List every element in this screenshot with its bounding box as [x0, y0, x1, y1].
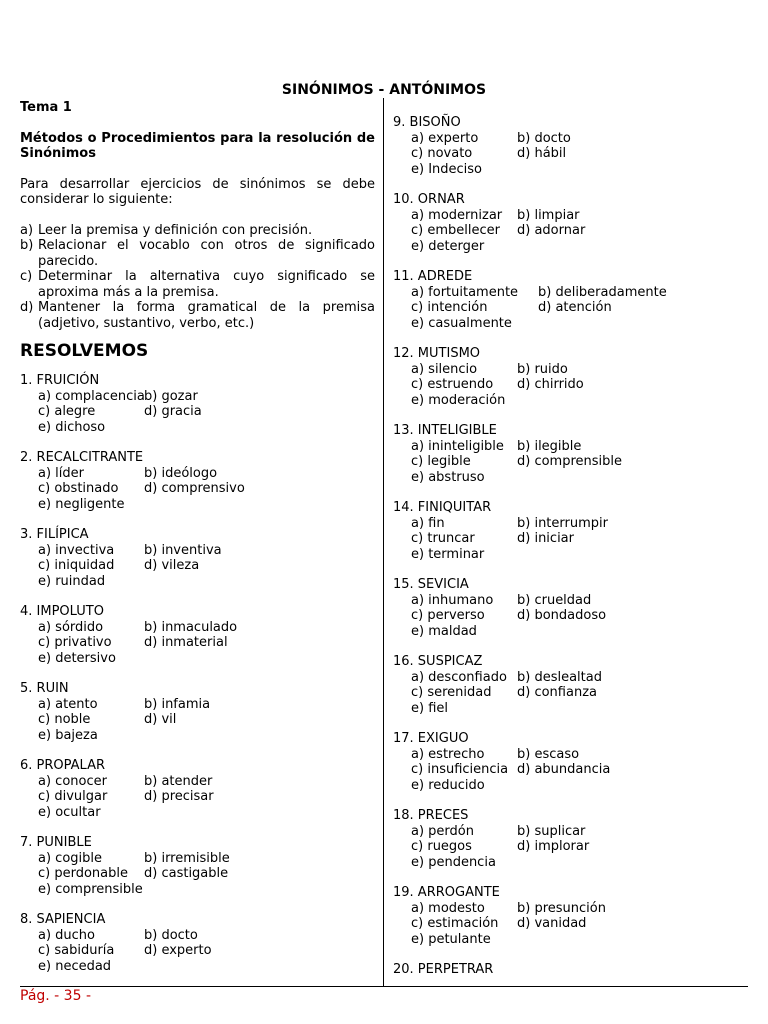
question-item — [20, 527, 375, 589]
option-d: d) comprensible — [517, 454, 623, 469]
option-b: b) escaso — [517, 746, 580, 762]
option-d: d) atención — [538, 300, 612, 315]
option-e: e) negligente — [38, 496, 125, 512]
option-b: b) interrumpir — [517, 515, 608, 531]
list-item: b) Relacionar el vocablo con otros de significado parecido. — [20, 238, 375, 269]
left-questions — [20, 373, 375, 974]
option-row — [393, 300, 748, 316]
option-a: a) sórdido — [38, 619, 104, 635]
option-b: b) crueldad — [517, 592, 592, 608]
option-row — [393, 916, 748, 932]
option-d: d) precisar — [144, 789, 214, 804]
option-b: b) atender — [144, 773, 213, 789]
option-row — [20, 497, 375, 513]
option-row — [20, 651, 375, 667]
section-heading: RESOLVEMOS — [20, 341, 149, 361]
list-item: a) Leer la premisa y definición con precisión. — [20, 222, 313, 238]
option-a: a) desconfiado — [411, 669, 507, 685]
option-row — [393, 362, 748, 378]
question-title: 11. ADREDE — [393, 269, 473, 284]
column-divider — [383, 98, 384, 986]
question-item — [393, 115, 748, 177]
option-b: b) docto — [517, 130, 571, 146]
option-e: e) ocultar — [38, 804, 101, 820]
option-row — [20, 635, 375, 651]
question-item — [393, 577, 748, 639]
option-row — [20, 620, 375, 636]
option-row — [20, 928, 375, 944]
option-row — [20, 543, 375, 559]
option-c: c) privativo — [38, 635, 112, 650]
option-c: c) ruegos — [411, 839, 472, 854]
question-title: 3. FILÍPICA — [20, 527, 89, 542]
option-row — [393, 685, 748, 701]
option-row — [393, 146, 748, 162]
option-b: b) presunción — [517, 900, 606, 916]
question-title: 9. BISOÑO — [393, 115, 461, 130]
option-row — [20, 481, 375, 497]
option-d: d) gracia — [144, 404, 202, 419]
option-row — [20, 943, 375, 959]
question-title: 19. ARROGANTE — [393, 885, 500, 900]
question-title: 14. FINIQUITAR — [393, 500, 492, 515]
option-row — [393, 901, 748, 917]
question-item — [20, 835, 375, 897]
option-a: a) ininteligible — [411, 438, 504, 454]
question-item — [393, 962, 748, 978]
question-item — [20, 758, 375, 820]
option-b: b) limpiar — [517, 207, 580, 223]
option-c: c) legible — [411, 454, 471, 469]
option-row — [393, 670, 748, 686]
left-column — [20, 100, 375, 989]
option-e: e) comprensible — [38, 881, 143, 897]
option-row — [393, 824, 748, 840]
option-b: b) infamia — [144, 696, 211, 712]
option-a: a) modernizar — [411, 207, 503, 223]
option-row — [20, 712, 375, 728]
option-e: e) necedad — [38, 958, 112, 974]
option-row — [20, 574, 375, 590]
option-row — [393, 285, 748, 301]
question-title: 7. PUNIBLE — [20, 835, 92, 850]
option-d: d) vil — [144, 712, 177, 727]
question-item — [393, 423, 748, 485]
option-d: d) vileza — [144, 558, 200, 573]
option-e: e) moderación — [411, 392, 506, 408]
option-b: b) docto — [144, 927, 198, 943]
option-c: c) truncar — [411, 531, 475, 546]
question-item — [393, 192, 748, 254]
option-row — [393, 608, 748, 624]
option-c: c) intención — [411, 300, 488, 315]
question-item — [393, 808, 748, 870]
option-e: e) casualmente — [411, 315, 512, 331]
option-c: c) divulgar — [38, 789, 108, 804]
question-title: 15. SEVICIA — [393, 577, 469, 592]
option-b: b) irremisible — [144, 850, 230, 866]
question-title: 8. SAPIENCIA — [20, 912, 106, 927]
option-a: a) fortuitamente — [411, 284, 519, 300]
option-row — [393, 855, 748, 871]
option-row — [20, 404, 375, 420]
option-a: a) complacencia — [38, 388, 145, 404]
option-d: d) bondadoso — [517, 608, 607, 623]
option-row — [20, 789, 375, 805]
option-row — [393, 624, 748, 640]
option-c: c) noble — [38, 712, 91, 727]
option-c: c) embellecer — [411, 223, 500, 238]
option-row — [393, 701, 748, 717]
option-e: e) terminar — [411, 546, 485, 562]
option-row — [393, 747, 748, 763]
option-b: b) gozar — [144, 388, 198, 404]
option-e: e) abstruso — [411, 469, 485, 485]
option-row — [393, 393, 748, 409]
question-title: 13. INTELIGIBLE — [393, 423, 497, 438]
option-c: c) perverso — [411, 608, 485, 623]
option-b: b) inventiva — [144, 542, 222, 558]
option-row — [393, 762, 748, 778]
option-d: d) adornar — [517, 223, 586, 238]
option-c: c) insuficiencia — [411, 762, 509, 777]
option-row — [393, 593, 748, 609]
option-d: d) abundancia — [517, 762, 611, 777]
option-c: c) sabiduría — [38, 943, 115, 958]
option-e: e) detersivo — [38, 650, 116, 666]
option-row — [393, 162, 748, 178]
option-b: b) deliberadamente — [538, 284, 667, 300]
page-number: Pág. - 35 - — [20, 988, 91, 1004]
option-e: e) petulante — [411, 931, 491, 947]
methods-heading: Métodos o Procedimientos para la resolución de Sinónimos — [20, 130, 375, 161]
option-row — [20, 558, 375, 574]
option-e: e) reducido — [411, 777, 485, 793]
option-d: d) inmaterial — [144, 635, 228, 650]
option-a: a) ducho — [38, 927, 96, 943]
option-d: d) confianza — [517, 685, 597, 700]
option-d: d) vanidad — [517, 916, 587, 931]
option-c: c) novato — [411, 146, 473, 161]
option-row — [20, 420, 375, 436]
list-item: c) Determinar la alternativa cuyo significado se aproxima más a la premisa. — [20, 269, 375, 300]
option-e: e) maldad — [411, 623, 477, 639]
option-row — [20, 389, 375, 405]
tema-label: Tema 1 — [20, 100, 72, 115]
question-title: 10. ORNAR — [393, 192, 465, 207]
question-item — [20, 604, 375, 666]
option-c: c) obstinado — [38, 481, 119, 496]
option-row — [393, 470, 748, 486]
option-b: b) ilegible — [517, 438, 582, 454]
option-d: d) implorar — [517, 839, 590, 854]
option-a: a) modesto — [411, 900, 485, 916]
option-a: a) perdón — [411, 823, 474, 839]
option-a: a) silencio — [411, 361, 478, 377]
option-b: b) deslealtad — [517, 669, 602, 685]
question-title: 20. PERPETRAR — [393, 962, 494, 977]
option-row — [393, 131, 748, 147]
option-row — [393, 208, 748, 224]
option-a: a) fin — [411, 515, 445, 531]
option-e: e) fiel — [411, 700, 449, 716]
option-c: c) perdonable — [38, 866, 128, 881]
question-title: 6. PROPALAR — [20, 758, 106, 773]
option-d: d) hábil — [517, 146, 567, 161]
option-row — [20, 805, 375, 821]
question-item — [20, 373, 375, 435]
option-d: d) castigable — [144, 866, 229, 881]
option-row — [20, 882, 375, 898]
question-item — [20, 912, 375, 974]
option-e: e) dichoso — [38, 419, 106, 435]
question-item — [393, 654, 748, 716]
question-item — [393, 500, 748, 562]
option-a: a) estrecho — [411, 746, 485, 762]
option-row — [393, 531, 748, 547]
option-a: a) inhumano — [411, 592, 494, 608]
option-d: d) comprensivo — [144, 481, 245, 496]
question-title: 4. IMPOLUTO — [20, 604, 104, 619]
option-row — [393, 316, 748, 332]
option-d: d) experto — [144, 943, 212, 958]
list-item: d) Mantener la forma gramatical de la premisa (adjetivo, sustantivo, verbo, etc.) — [20, 300, 375, 331]
intro-paragraph: Para desarrollar ejercicios de sinónimos se debe considerar lo siguiente: — [20, 176, 375, 207]
option-e: e) Indeciso — [411, 161, 483, 177]
question-item — [20, 681, 375, 743]
option-row — [393, 932, 748, 948]
question-title: 17. EXIGUO — [393, 731, 469, 746]
question-item — [393, 885, 748, 947]
steps-list — [20, 223, 375, 332]
question-item — [20, 450, 375, 512]
option-b: b) ideólogo — [144, 465, 218, 481]
option-a: a) cogible — [38, 850, 102, 866]
option-a: a) líder — [38, 465, 84, 481]
option-row — [20, 466, 375, 482]
footer-rule — [20, 986, 748, 987]
option-row — [393, 454, 748, 470]
question-title: 1. FRUICIÓN — [20, 373, 100, 388]
question-title: 18. PRECES — [393, 808, 469, 823]
option-c: c) iniquidad — [38, 558, 115, 573]
option-row — [20, 728, 375, 744]
option-row — [393, 839, 748, 855]
option-b: b) suplicar — [517, 823, 586, 839]
option-e: e) deterger — [411, 238, 485, 254]
question-title: 2. RECALCITRANTE — [20, 450, 144, 465]
right-questions — [393, 115, 748, 978]
question-title: 5. RUIN — [20, 681, 69, 696]
option-c: c) estruendo — [411, 377, 494, 392]
option-row — [393, 547, 748, 563]
right-column — [393, 115, 748, 978]
option-d: d) iniciar — [517, 531, 574, 546]
option-b: b) ruido — [517, 361, 568, 377]
option-row — [20, 697, 375, 713]
question-title: 12. MUTISMO — [393, 346, 481, 361]
question-item — [393, 346, 748, 408]
option-row — [20, 959, 375, 975]
option-e: e) ruindad — [38, 573, 106, 589]
option-a: a) atento — [38, 696, 98, 712]
option-c: c) serenidad — [411, 685, 492, 700]
option-row — [20, 851, 375, 867]
option-a: a) conocer — [38, 773, 107, 789]
option-row — [20, 774, 375, 790]
question-item — [393, 269, 748, 331]
option-a: a) experto — [411, 130, 479, 146]
option-row — [393, 223, 748, 239]
option-row — [393, 516, 748, 532]
option-b: b) inmaculado — [144, 619, 238, 635]
option-e: e) bajeza — [38, 727, 98, 743]
option-row — [20, 866, 375, 882]
option-row — [393, 377, 748, 393]
question-title: 16. SUSPICAZ — [393, 654, 483, 669]
question-item — [393, 731, 748, 793]
option-row — [393, 778, 748, 794]
page-title: SINÓNIMOS - ANTÓNIMOS — [281, 82, 487, 98]
option-c: c) alegre — [38, 404, 96, 419]
option-e: e) pendencia — [411, 854, 496, 870]
option-row — [393, 239, 748, 255]
option-d: d) chirrido — [517, 377, 584, 392]
option-c: c) estimación — [411, 916, 499, 931]
option-a: a) invectiva — [38, 542, 115, 558]
option-row — [393, 439, 748, 455]
